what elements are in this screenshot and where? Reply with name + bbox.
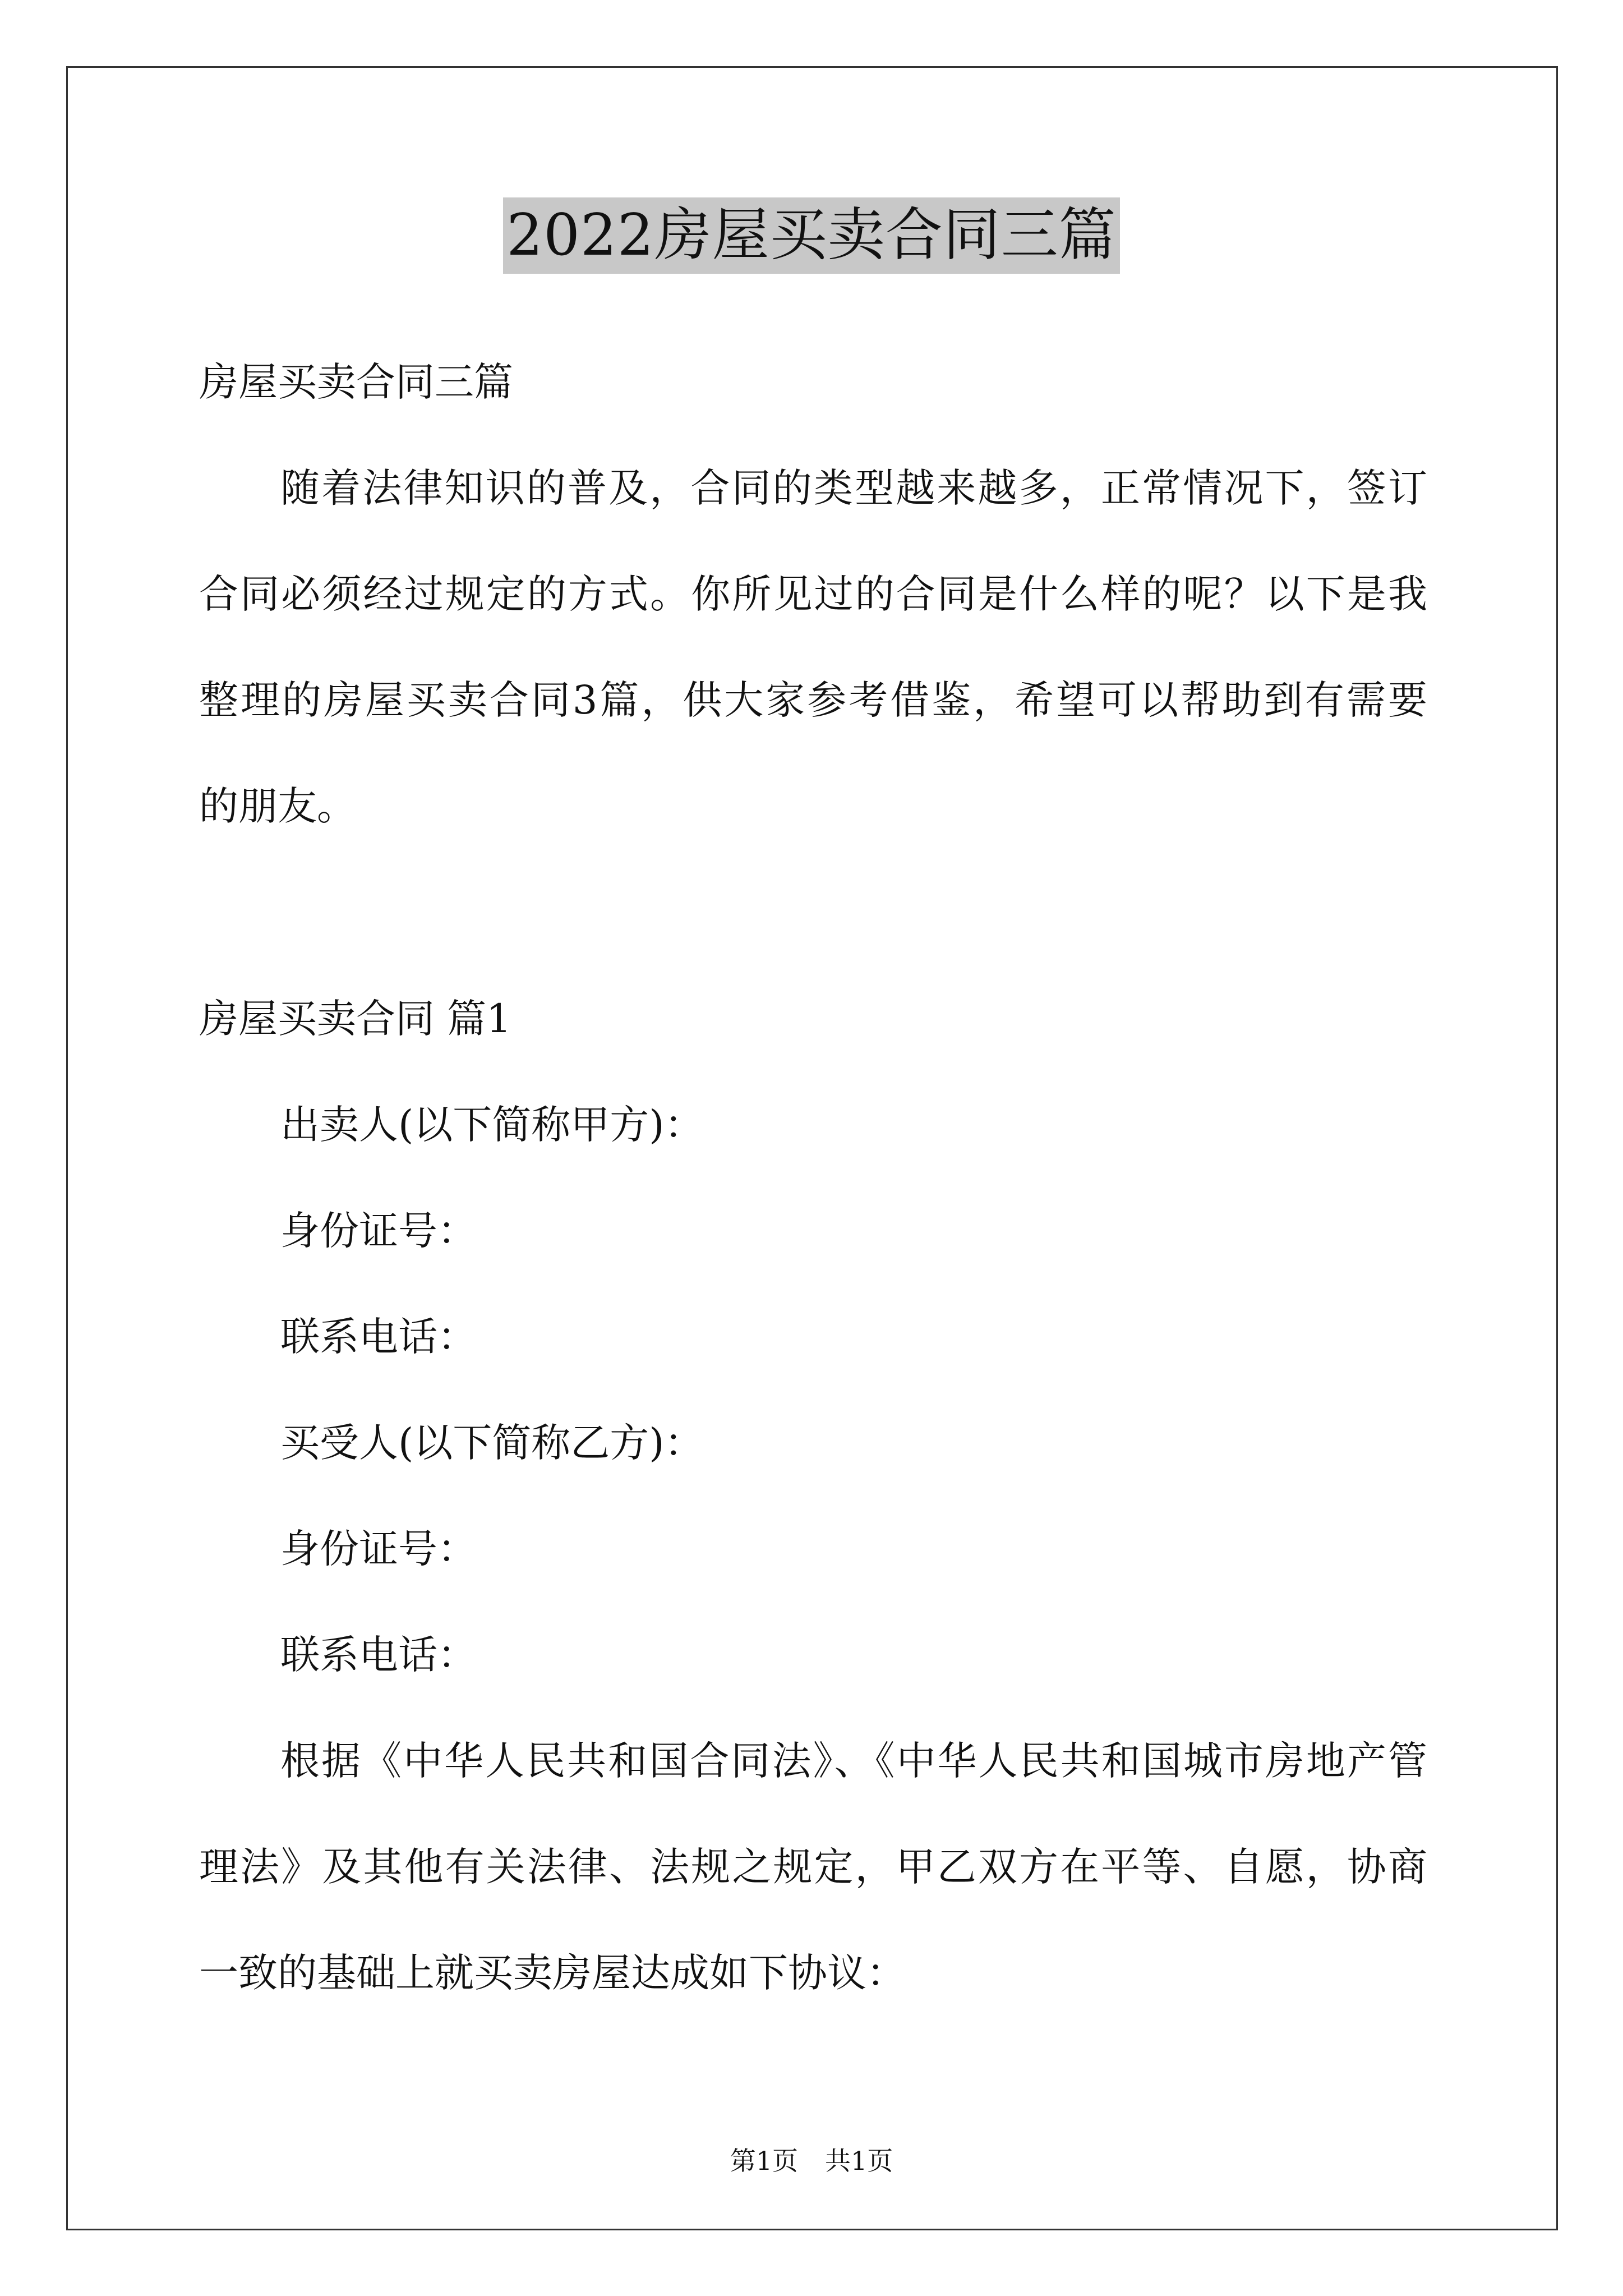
basis-line-1: 根据《中华人民共和国合同法》、《中华人民共和国城市房地产管 [280,1738,1427,1784]
intro-line-4: 的朋友。 [199,783,356,829]
buyer-id-label: 身份证号： [280,1526,477,1572]
seller-id-label: 身份证号： [280,1208,477,1254]
basis-line-3: 一致的基础上就买卖房屋达成如下协议： [199,1950,906,1996]
seller-phone-label: 联系电话： [280,1314,477,1360]
basis-line-2: 理法》及其他有关法律、法规之规定，甲乙双方在平等、自愿，协商 [199,1844,1427,1890]
intro-line-3: 整理的房屋买卖合同3篇，供大家参考借鉴，希望可以帮助到有需要 [199,677,1427,723]
document-subtitle: 房屋买卖合同三篇 [199,359,513,405]
intro-line-1: 随着法律知识的普及，合同的类型越来越多，正常情况下，签订 [280,465,1427,511]
page-number-current: 第1页 [730,2146,798,2176]
buyer-label: 买受人(以下简称乙方)： [280,1420,704,1466]
intro-line-2: 合同必须经过规定的方式。你所见过的合同是什么样的呢？以下是我 [199,571,1427,617]
section-heading: 房屋买卖合同 篇1 [199,996,511,1042]
buyer-phone-label: 联系电话： [280,1632,477,1678]
title-wrap [0,197,1623,274]
page-number-total: 共1页 [825,2146,893,2176]
page-footer [0,2144,1623,2178]
document-title: 2022房屋买卖合同三篇 [503,197,1120,274]
seller-label: 出卖人(以下简称甲方)： [280,1102,704,1148]
